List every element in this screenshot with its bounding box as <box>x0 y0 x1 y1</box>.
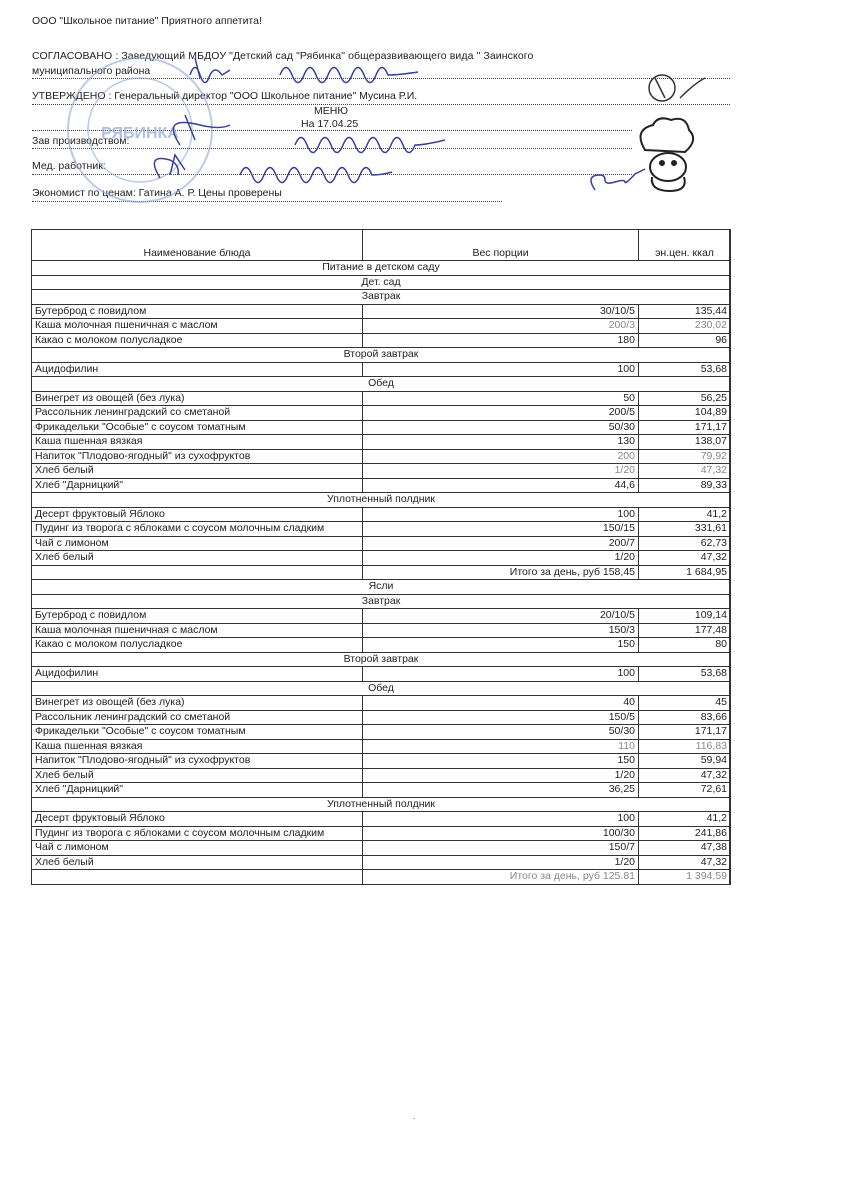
section-title: Питание в детском саду <box>32 261 731 276</box>
section-title: Обед <box>32 377 731 392</box>
table-row <box>32 812 731 827</box>
portion-weight: 40 <box>363 696 639 711</box>
approved-line: УТВЕРЖДЕНО : Генеральный директор "ООО Школьное питание" Мусина Р.И. <box>32 90 418 102</box>
section-title: Второй завтрак <box>32 652 731 667</box>
table-row <box>32 768 731 783</box>
dish-name: Винегрет из овощей (без лука) <box>32 391 363 406</box>
energy-kcal: 79,92 <box>639 449 731 464</box>
section-row <box>32 797 731 812</box>
dish-name <box>32 870 363 885</box>
table-row <box>32 783 731 798</box>
svg-text:РЯБИНКА: РЯБИНКА <box>101 125 179 142</box>
portion-weight: 150 <box>363 638 639 653</box>
portion-weight: 150/5 <box>363 710 639 725</box>
menu-table <box>31 229 731 885</box>
production-head-label: Зав производством: <box>32 135 130 147</box>
table-row <box>32 739 731 754</box>
portion-weight: 100 <box>363 667 639 682</box>
energy-kcal: 72,61 <box>639 783 731 798</box>
column-header-kcal: эн.цен. ккал <box>639 230 731 261</box>
table-row <box>32 855 731 870</box>
portion-weight: 100 <box>363 507 639 522</box>
energy-kcal: 116,83 <box>639 739 731 754</box>
portion-weight: 1/20 <box>363 855 639 870</box>
section-title: Уплотненный полдник <box>32 493 731 508</box>
portion-weight: 180 <box>363 333 639 348</box>
section-row <box>32 594 731 609</box>
table-row <box>32 725 731 740</box>
dish-name: Какао с молоком полусладкое <box>32 333 363 348</box>
energy-kcal: 96 <box>639 333 731 348</box>
table-row <box>32 507 731 522</box>
energy-kcal: 47,32 <box>639 768 731 783</box>
section-title: Ясли <box>32 580 731 595</box>
dish-name: Хлеб белый <box>32 551 363 566</box>
director-signature-image <box>640 68 730 108</box>
table-row <box>32 333 731 348</box>
portion-weight: 50 <box>363 391 639 406</box>
energy-kcal: 47,32 <box>639 464 731 479</box>
section-title: Обед <box>32 681 731 696</box>
menu-title: МЕНЮ <box>314 105 348 117</box>
dish-name: Чай с лимоном <box>32 536 363 551</box>
scan-dot: . <box>413 1112 416 1121</box>
table-row <box>32 478 731 493</box>
column-header-dish: Наименование блюда <box>32 230 363 261</box>
dish-name: Хлеб "Дарницкий" <box>32 478 363 493</box>
section-row <box>32 261 731 276</box>
energy-kcal: 109,14 <box>639 609 731 624</box>
table-row <box>32 609 731 624</box>
section-row <box>32 348 731 363</box>
agreed-line: СОГЛАСОВАНО : Заведующий МБДОУ "Детский сад "Рябинка" общеразвивающего вида " Заинского <box>32 50 534 62</box>
dish-name: Ацидофилин <box>32 362 363 377</box>
table-row <box>32 464 731 479</box>
portion-weight: 30/10/5 <box>363 304 639 319</box>
portion-weight: Итого за день, руб 158,45 <box>363 565 639 580</box>
dish-name: Каша пшенная вязкая <box>32 435 363 450</box>
section-title: Завтрак <box>32 594 731 609</box>
portion-weight: 36,25 <box>363 783 639 798</box>
section-row <box>32 290 731 305</box>
column-header-weight: Вес порции <box>363 230 639 261</box>
table-row <box>32 362 731 377</box>
table-row <box>32 522 731 537</box>
energy-kcal: 47,32 <box>639 855 731 870</box>
table-row <box>32 826 731 841</box>
dish-name: Фрикадельки "Особые" с соусом томатным <box>32 420 363 435</box>
dish-name: Винегрет из овощей (без лука) <box>32 696 363 711</box>
table-row <box>32 536 731 551</box>
signatures-image <box>140 50 660 200</box>
portion-weight: 50/30 <box>363 725 639 740</box>
chef-mascot-image <box>630 115 705 195</box>
portion-weight: 150/3 <box>363 623 639 638</box>
portion-weight: 150 <box>363 754 639 769</box>
portion-weight: 200/5 <box>363 406 639 421</box>
table-row <box>32 449 731 464</box>
dish-name: Хлеб белый <box>32 768 363 783</box>
portion-weight: 100/30 <box>363 826 639 841</box>
dish-name: Каша пшенная вязкая <box>32 739 363 754</box>
energy-kcal: 135,44 <box>639 304 731 319</box>
dish-name: Рассольник ленинградский со сметаной <box>32 406 363 421</box>
table-row <box>32 304 731 319</box>
energy-kcal: 177,48 <box>639 623 731 638</box>
table-row <box>32 638 731 653</box>
portion-weight: 130 <box>363 435 639 450</box>
dish-name: Пудинг из творога с яблоками с соусом молочным сладким <box>32 826 363 841</box>
energy-kcal: 1 684,95 <box>639 565 731 580</box>
energy-kcal: 171,17 <box>639 725 731 740</box>
table-row <box>32 391 731 406</box>
table-row <box>32 841 731 856</box>
portion-weight: 200/7 <box>363 536 639 551</box>
dish-name: Фрикадельки "Особые" с соусом томатным <box>32 725 363 740</box>
med-worker-label: Мед. работник: <box>32 160 106 172</box>
section-row <box>32 493 731 508</box>
dish-name: Хлеб белый <box>32 464 363 479</box>
portion-weight: 1/20 <box>363 464 639 479</box>
energy-kcal: 83,66 <box>639 710 731 725</box>
table-row <box>32 623 731 638</box>
dish-name: Какао с молоком полусладкое <box>32 638 363 653</box>
dish-name: Хлеб "Дарницкий" <box>32 783 363 798</box>
portion-weight: 20/10/5 <box>363 609 639 624</box>
section-row <box>32 681 731 696</box>
dish-name: Хлеб белый <box>32 855 363 870</box>
table-row <box>32 696 731 711</box>
portion-weight: 200 <box>363 449 639 464</box>
dish-name: Бутерброд с повидлом <box>32 609 363 624</box>
dish-name: Ацидофилин <box>32 667 363 682</box>
menu-date: На 17.04.25 <box>301 118 359 130</box>
energy-kcal: 53,68 <box>639 667 731 682</box>
energy-kcal: 241,86 <box>639 826 731 841</box>
table-row <box>32 406 731 421</box>
total-row <box>32 870 731 885</box>
energy-kcal: 59,94 <box>639 754 731 769</box>
table-row <box>32 551 731 566</box>
energy-kcal: 171,17 <box>639 420 731 435</box>
portion-weight: Итого за день, руб 125.81 <box>363 870 639 885</box>
section-row <box>32 652 731 667</box>
section-title: Завтрак <box>32 290 731 305</box>
total-row <box>32 565 731 580</box>
energy-kcal: 80 <box>639 638 731 653</box>
company-line: ООО "Школьное питание" Приятного аппетита! <box>32 15 262 27</box>
energy-kcal: 1 394,59 <box>639 870 731 885</box>
section-row <box>32 580 731 595</box>
table-row <box>32 754 731 769</box>
section-row <box>32 275 731 290</box>
portion-weight: 200/3 <box>363 319 639 334</box>
energy-kcal: 41,2 <box>639 507 731 522</box>
economist-line: Экономист по ценам: Гатина А. Р. Цены проверены <box>32 187 282 199</box>
table-row <box>32 710 731 725</box>
section-title: Уплотненный полдник <box>32 797 731 812</box>
energy-kcal: 230,02 <box>639 319 731 334</box>
energy-kcal: 62,73 <box>639 536 731 551</box>
energy-kcal: 53,68 <box>639 362 731 377</box>
energy-kcal: 47,32 <box>639 551 731 566</box>
portion-weight: 100 <box>363 812 639 827</box>
dish-name: Пудинг из творога с яблоками с соусом молочным сладким <box>32 522 363 537</box>
dish-name: Каша молочная пшеничная с маслом <box>32 623 363 638</box>
section-row <box>32 377 731 392</box>
table-header-row <box>32 230 731 261</box>
energy-kcal: 47,38 <box>639 841 731 856</box>
dish-name: Рассольник ленинградский со сметаной <box>32 710 363 725</box>
energy-kcal: 56,25 <box>639 391 731 406</box>
portion-weight: 44,6 <box>363 478 639 493</box>
energy-kcal: 331,61 <box>639 522 731 537</box>
portion-weight: 100 <box>363 362 639 377</box>
portion-weight: 1/20 <box>363 768 639 783</box>
energy-kcal: 104,89 <box>639 406 731 421</box>
dish-name: Десерт фруктовый Яблоко <box>32 507 363 522</box>
energy-kcal: 138,07 <box>639 435 731 450</box>
section-title: Второй завтрак <box>32 348 731 363</box>
portion-weight: 150/7 <box>363 841 639 856</box>
table-row <box>32 319 731 334</box>
energy-kcal: 89,33 <box>639 478 731 493</box>
table-row <box>32 420 731 435</box>
portion-weight: 110 <box>363 739 639 754</box>
energy-kcal: 41,2 <box>639 812 731 827</box>
dish-name: Чай с лимоном <box>32 841 363 856</box>
energy-kcal: 45 <box>639 696 731 711</box>
dish-name: Каша молочная пшеничная с маслом <box>32 319 363 334</box>
dish-name: Напиток "Плодово-ягодный" из сухофруктов <box>32 754 363 769</box>
portion-weight: 150/15 <box>363 522 639 537</box>
dish-name: Напиток "Плодово-ягодный" из сухофруктов <box>32 449 363 464</box>
portion-weight: 1/20 <box>363 551 639 566</box>
dish-name: Десерт фруктовый Яблоко <box>32 812 363 827</box>
table-row <box>32 435 731 450</box>
table-row <box>32 667 731 682</box>
section-title: Дет. сад <box>32 275 731 290</box>
dish-name <box>32 565 363 580</box>
dish-name: Бутерброд с повидлом <box>32 304 363 319</box>
agreed-line-district: муниципального района <box>32 65 151 77</box>
portion-weight: 50/30 <box>363 420 639 435</box>
